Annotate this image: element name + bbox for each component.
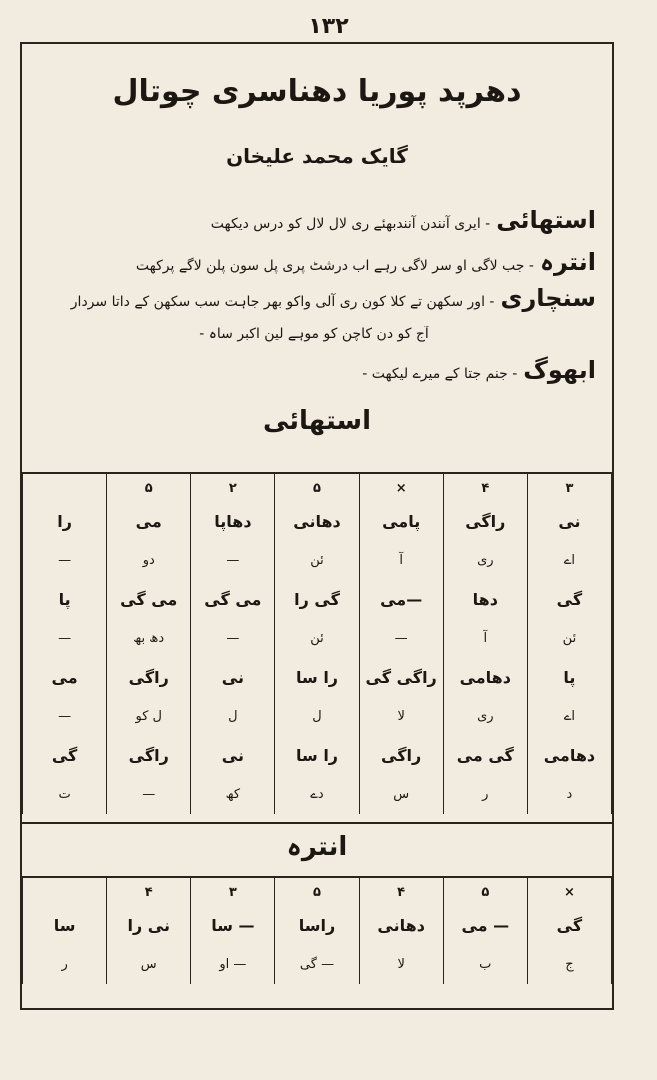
notation-cell: دھانی <box>275 502 359 541</box>
bol-row <box>23 541 612 580</box>
notation-cell: پامی <box>359 502 443 541</box>
notation-cell: نی <box>191 658 275 697</box>
verse-antra <box>32 248 596 276</box>
taal-mark-row <box>23 878 612 906</box>
verse-text: آج کو دن کاچن کو موہے لین اکبر ساہ - <box>199 326 429 342</box>
notation-cell: — <box>359 619 443 658</box>
sthai-notation-table <box>22 472 612 814</box>
notation-cell: گی <box>527 580 611 619</box>
notation-cell: دھاپا <box>191 502 275 541</box>
swar-row <box>23 906 612 945</box>
bol-row <box>23 775 612 814</box>
notation-cell: ل <box>275 697 359 736</box>
notation-cell: ل کو <box>107 697 191 736</box>
taal-mark-row <box>23 474 612 502</box>
notation-cell: راگی <box>107 736 191 775</box>
verse-label: استھائی <box>496 206 596 234</box>
notation-cell: می <box>23 658 107 697</box>
notation-cell: نی <box>191 736 275 775</box>
taal-mark: ۳ <box>191 878 275 906</box>
notation-cell: ر <box>443 775 527 814</box>
taal-mark: × <box>527 878 611 906</box>
verse-label: انترہ <box>539 248 596 276</box>
notation-cell: آ <box>359 541 443 580</box>
verse-sthai <box>32 206 596 234</box>
notation-cell: کھ <box>191 775 275 814</box>
verse-sanchari <box>32 284 596 312</box>
taal-mark: ۲ <box>191 474 275 502</box>
taal-mark: ۵ <box>107 474 191 502</box>
verse-label: سنچاری <box>500 284 596 312</box>
notation-cell: ل <box>191 697 275 736</box>
bol-row <box>23 697 612 736</box>
antra-heading: انترہ <box>286 832 348 862</box>
notation-cell: می گی <box>191 580 275 619</box>
notation-cell: — <box>191 619 275 658</box>
verse-continuation <box>32 326 596 342</box>
notation-cell: راگی گی <box>359 658 443 697</box>
taal-mark: ۵ <box>275 474 359 502</box>
notation-cell: ری <box>443 697 527 736</box>
singer-name: گایک محمد علیخان <box>226 144 408 168</box>
notation-cell: می <box>107 502 191 541</box>
notation-cell: ت <box>23 775 107 814</box>
notation-cell: ر <box>23 945 107 984</box>
notation-cell: — <box>191 541 275 580</box>
notation-cell: پا <box>23 580 107 619</box>
notation-cell: راگی <box>443 502 527 541</box>
verse-text: - جنم جتا کے میرے لیکھت - <box>362 366 518 382</box>
notation-cell: اے <box>527 697 611 736</box>
notation-cell: گی <box>23 736 107 775</box>
swar-row <box>23 736 612 775</box>
notation-cell: راگی <box>107 658 191 697</box>
composition-title: دھرپد پوریا دھناسری چوتال <box>112 74 522 109</box>
taal-mark: ۴ <box>107 878 191 906</box>
notation-cell: لا <box>359 945 443 984</box>
antra-notation-table <box>22 876 612 984</box>
notation-cell: س <box>107 945 191 984</box>
verse-abhog <box>32 356 596 384</box>
notation-cell: — <box>23 697 107 736</box>
taal-mark: ۵ <box>275 878 359 906</box>
notation-cell: س <box>359 775 443 814</box>
notation-cell: ئن <box>527 619 611 658</box>
notation-cell: ری <box>443 541 527 580</box>
notation-cell: را <box>23 502 107 541</box>
sthai-heading: استھائی <box>262 406 372 436</box>
notation-cell: می گی <box>107 580 191 619</box>
notation-cell: — می <box>443 906 527 945</box>
taal-mark <box>23 878 107 906</box>
notation-cell: دھا <box>443 580 527 619</box>
swar-row <box>23 502 612 541</box>
notation-cell: لا <box>359 697 443 736</box>
notation-cell: نی <box>527 502 611 541</box>
notation-cell: نی را <box>107 906 191 945</box>
page-frame <box>20 42 614 1010</box>
notation-cell: — <box>23 541 107 580</box>
page-number: ۱۳۲ <box>308 14 349 39</box>
notation-cell: — <box>107 775 191 814</box>
taal-mark: ۵ <box>443 878 527 906</box>
verse-text: - جب لاگی او سر لاگی رہے اب درشٹ پری پل سون پلن لاگے پرکھت <box>135 258 534 274</box>
notation-cell: ج <box>527 945 611 984</box>
notation-cell: دھ بھ <box>107 619 191 658</box>
notation-cell: پا <box>527 658 611 697</box>
taal-mark: ۴ <box>359 878 443 906</box>
bol-row <box>23 619 612 658</box>
taal-mark: ۴ <box>443 474 527 502</box>
notation-cell: سا <box>23 906 107 945</box>
table-divider <box>22 822 612 824</box>
notation-cell: —می <box>359 580 443 619</box>
bol-row <box>23 945 612 984</box>
notation-cell: — <box>23 619 107 658</box>
notation-cell: ئن <box>275 619 359 658</box>
notation-cell: گی <box>527 906 611 945</box>
notation-cell: — گی <box>275 945 359 984</box>
notation-cell: دے <box>275 775 359 814</box>
notation-cell: — او <box>191 945 275 984</box>
notation-cell: را سا <box>275 736 359 775</box>
verse-text: - ایری آنندن آنندبھئے ری لال لال کو درس دیکھت <box>210 216 491 232</box>
notation-cell: آ <box>443 619 527 658</box>
notation-cell: ب <box>443 945 527 984</box>
taal-mark: ۳ <box>527 474 611 502</box>
notation-cell: راگی <box>359 736 443 775</box>
notation-cell: دھانی <box>359 906 443 945</box>
notation-cell: دھامی <box>527 736 611 775</box>
notation-cell: گی می <box>443 736 527 775</box>
swar-row <box>23 580 612 619</box>
verse-label: ابھوگ <box>523 356 596 384</box>
verse-text: - اور سکھن تے کلا کون ری آلی واکو بھر جاہت سب سکھن کے داتا سردار <box>70 294 495 310</box>
notation-cell: اے <box>527 541 611 580</box>
taal-mark: × <box>359 474 443 502</box>
notation-cell: دو <box>107 541 191 580</box>
notation-cell: گی را <box>275 580 359 619</box>
notation-cell: راسا <box>275 906 359 945</box>
notation-cell: دھامی <box>443 658 527 697</box>
notation-cell: را سا <box>275 658 359 697</box>
swar-row <box>23 658 612 697</box>
notation-cell: د <box>527 775 611 814</box>
notation-cell: — سا <box>191 906 275 945</box>
notation-cell: ئن <box>275 541 359 580</box>
taal-mark <box>23 474 107 502</box>
